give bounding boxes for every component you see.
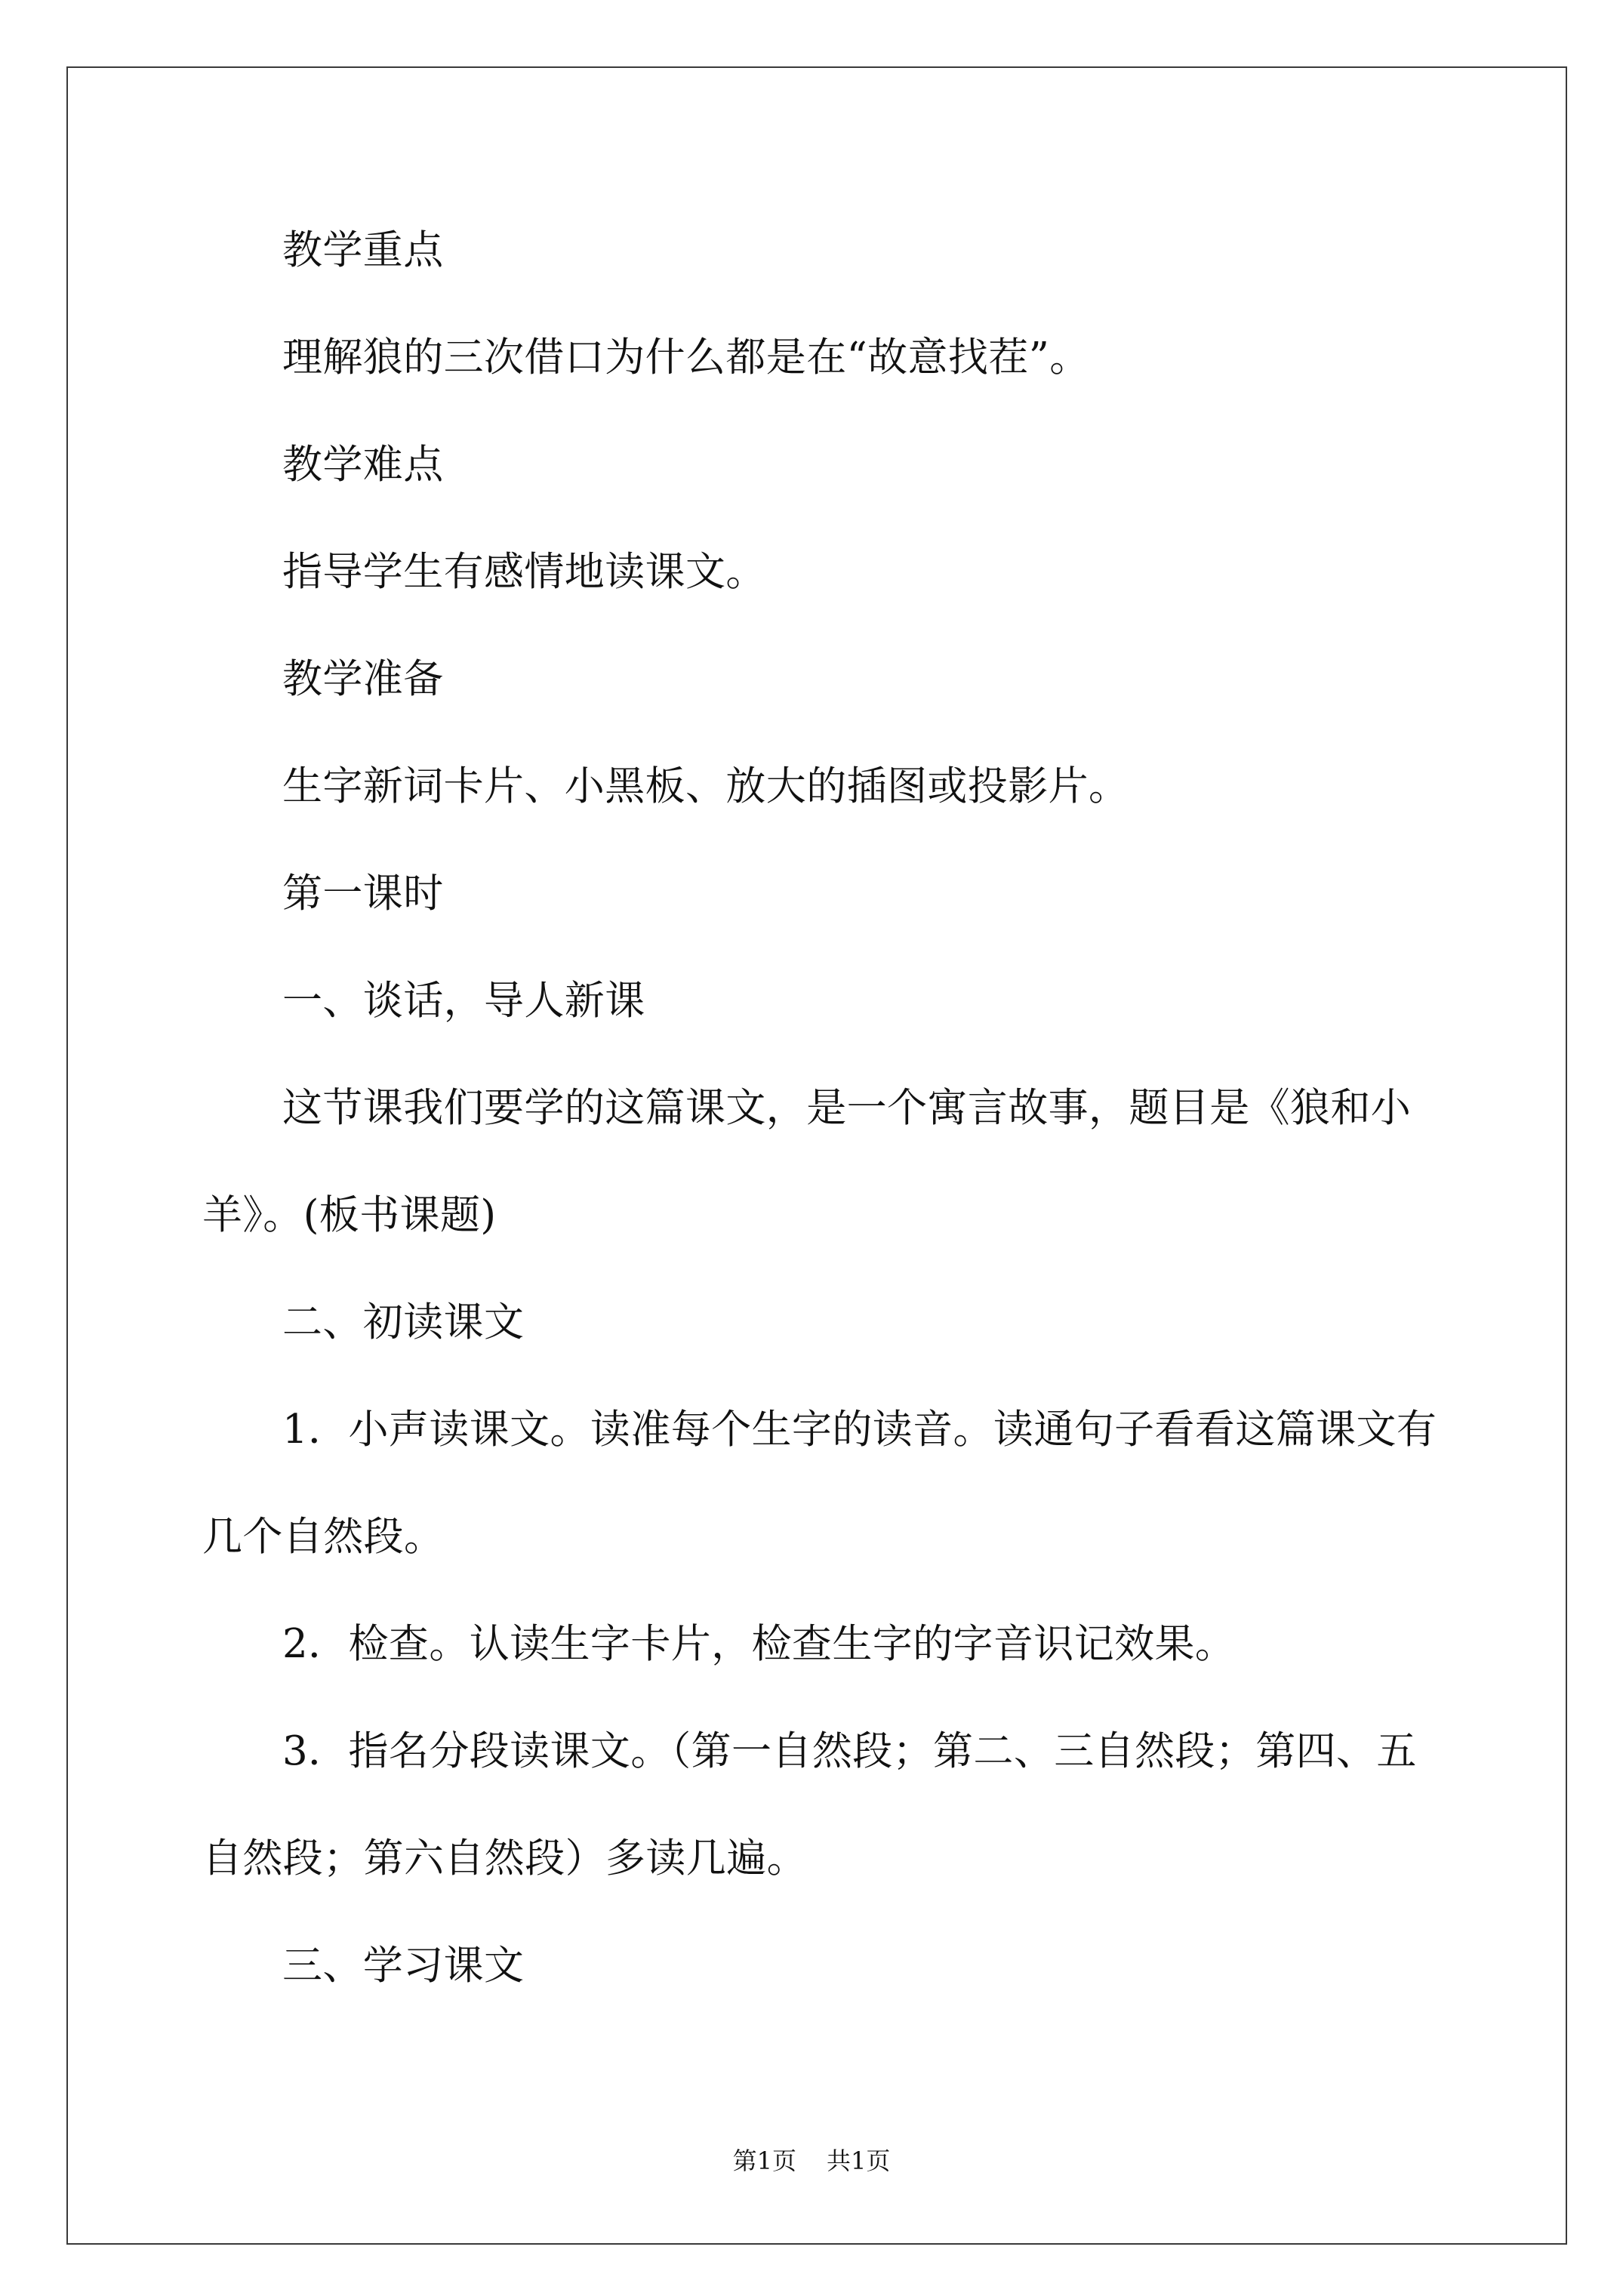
paragraph-line: 教学准备 xyxy=(282,656,444,702)
paragraph-line: 这节课我们要学的这篇课文，是一个寓言故事，题目是《狼和小 xyxy=(282,1085,1412,1131)
page-footer xyxy=(0,2144,1623,2177)
paragraph-line: 教学难点 xyxy=(282,442,444,488)
paragraph xyxy=(202,733,1448,840)
list-item xyxy=(202,1376,1448,1591)
paragraph-line: 羊》。(板书课题) xyxy=(202,1192,497,1238)
paragraph-line: 1．小声读课文。读准每个生字的读音。读通句子看看这篇课文有 xyxy=(282,1407,1437,1453)
paragraph-line: 三、学习课文 xyxy=(282,1943,525,1989)
paragraph-line: 理解狼的三次借口为什么都是在“故意找茬”。 xyxy=(282,334,1090,381)
paragraph-line: 几个自然段。 xyxy=(202,1514,445,1560)
paragraph xyxy=(202,519,1448,626)
section-heading-key-points xyxy=(202,197,1448,304)
section-heading-difficulties xyxy=(202,411,1448,519)
paragraph xyxy=(202,1055,1448,1269)
paragraph-line: 第一课时 xyxy=(282,871,444,917)
section-heading-preparation xyxy=(202,626,1448,733)
paragraph-line: 教学重点 xyxy=(282,227,444,273)
section-heading-first-lesson xyxy=(202,840,1448,948)
list-item xyxy=(202,1591,1448,1698)
list-item xyxy=(202,1698,1448,1912)
paragraph-line: 二、初读课文 xyxy=(282,1299,525,1345)
subsection-heading xyxy=(202,948,1448,1055)
paragraph-line: 一、谈话，导人新课 xyxy=(282,978,645,1024)
subsection-heading xyxy=(202,1912,1448,2020)
paragraph-line: 3．指名分段读课文。（第一自然段；第二、三自然段；第四、五 xyxy=(282,1728,1417,1774)
document-body xyxy=(202,197,1448,2020)
paragraph-line: 自然段；第六自然段）多读几遍。 xyxy=(202,1835,807,1881)
page-number: 第1页 xyxy=(732,2147,796,2175)
page-total: 共1页 xyxy=(827,2147,891,2175)
paragraph-line: 2．检查。认读生字卡片，检查生字的字音识记效果。 xyxy=(282,1621,1236,1667)
paragraph xyxy=(202,304,1448,411)
subsection-heading xyxy=(202,1269,1448,1376)
paragraph-line: 指导学生有感情地读课文。 xyxy=(282,549,766,595)
paragraph-line: 生字新词卡片、小黑板、放大的插图或投影片。 xyxy=(282,763,1129,809)
